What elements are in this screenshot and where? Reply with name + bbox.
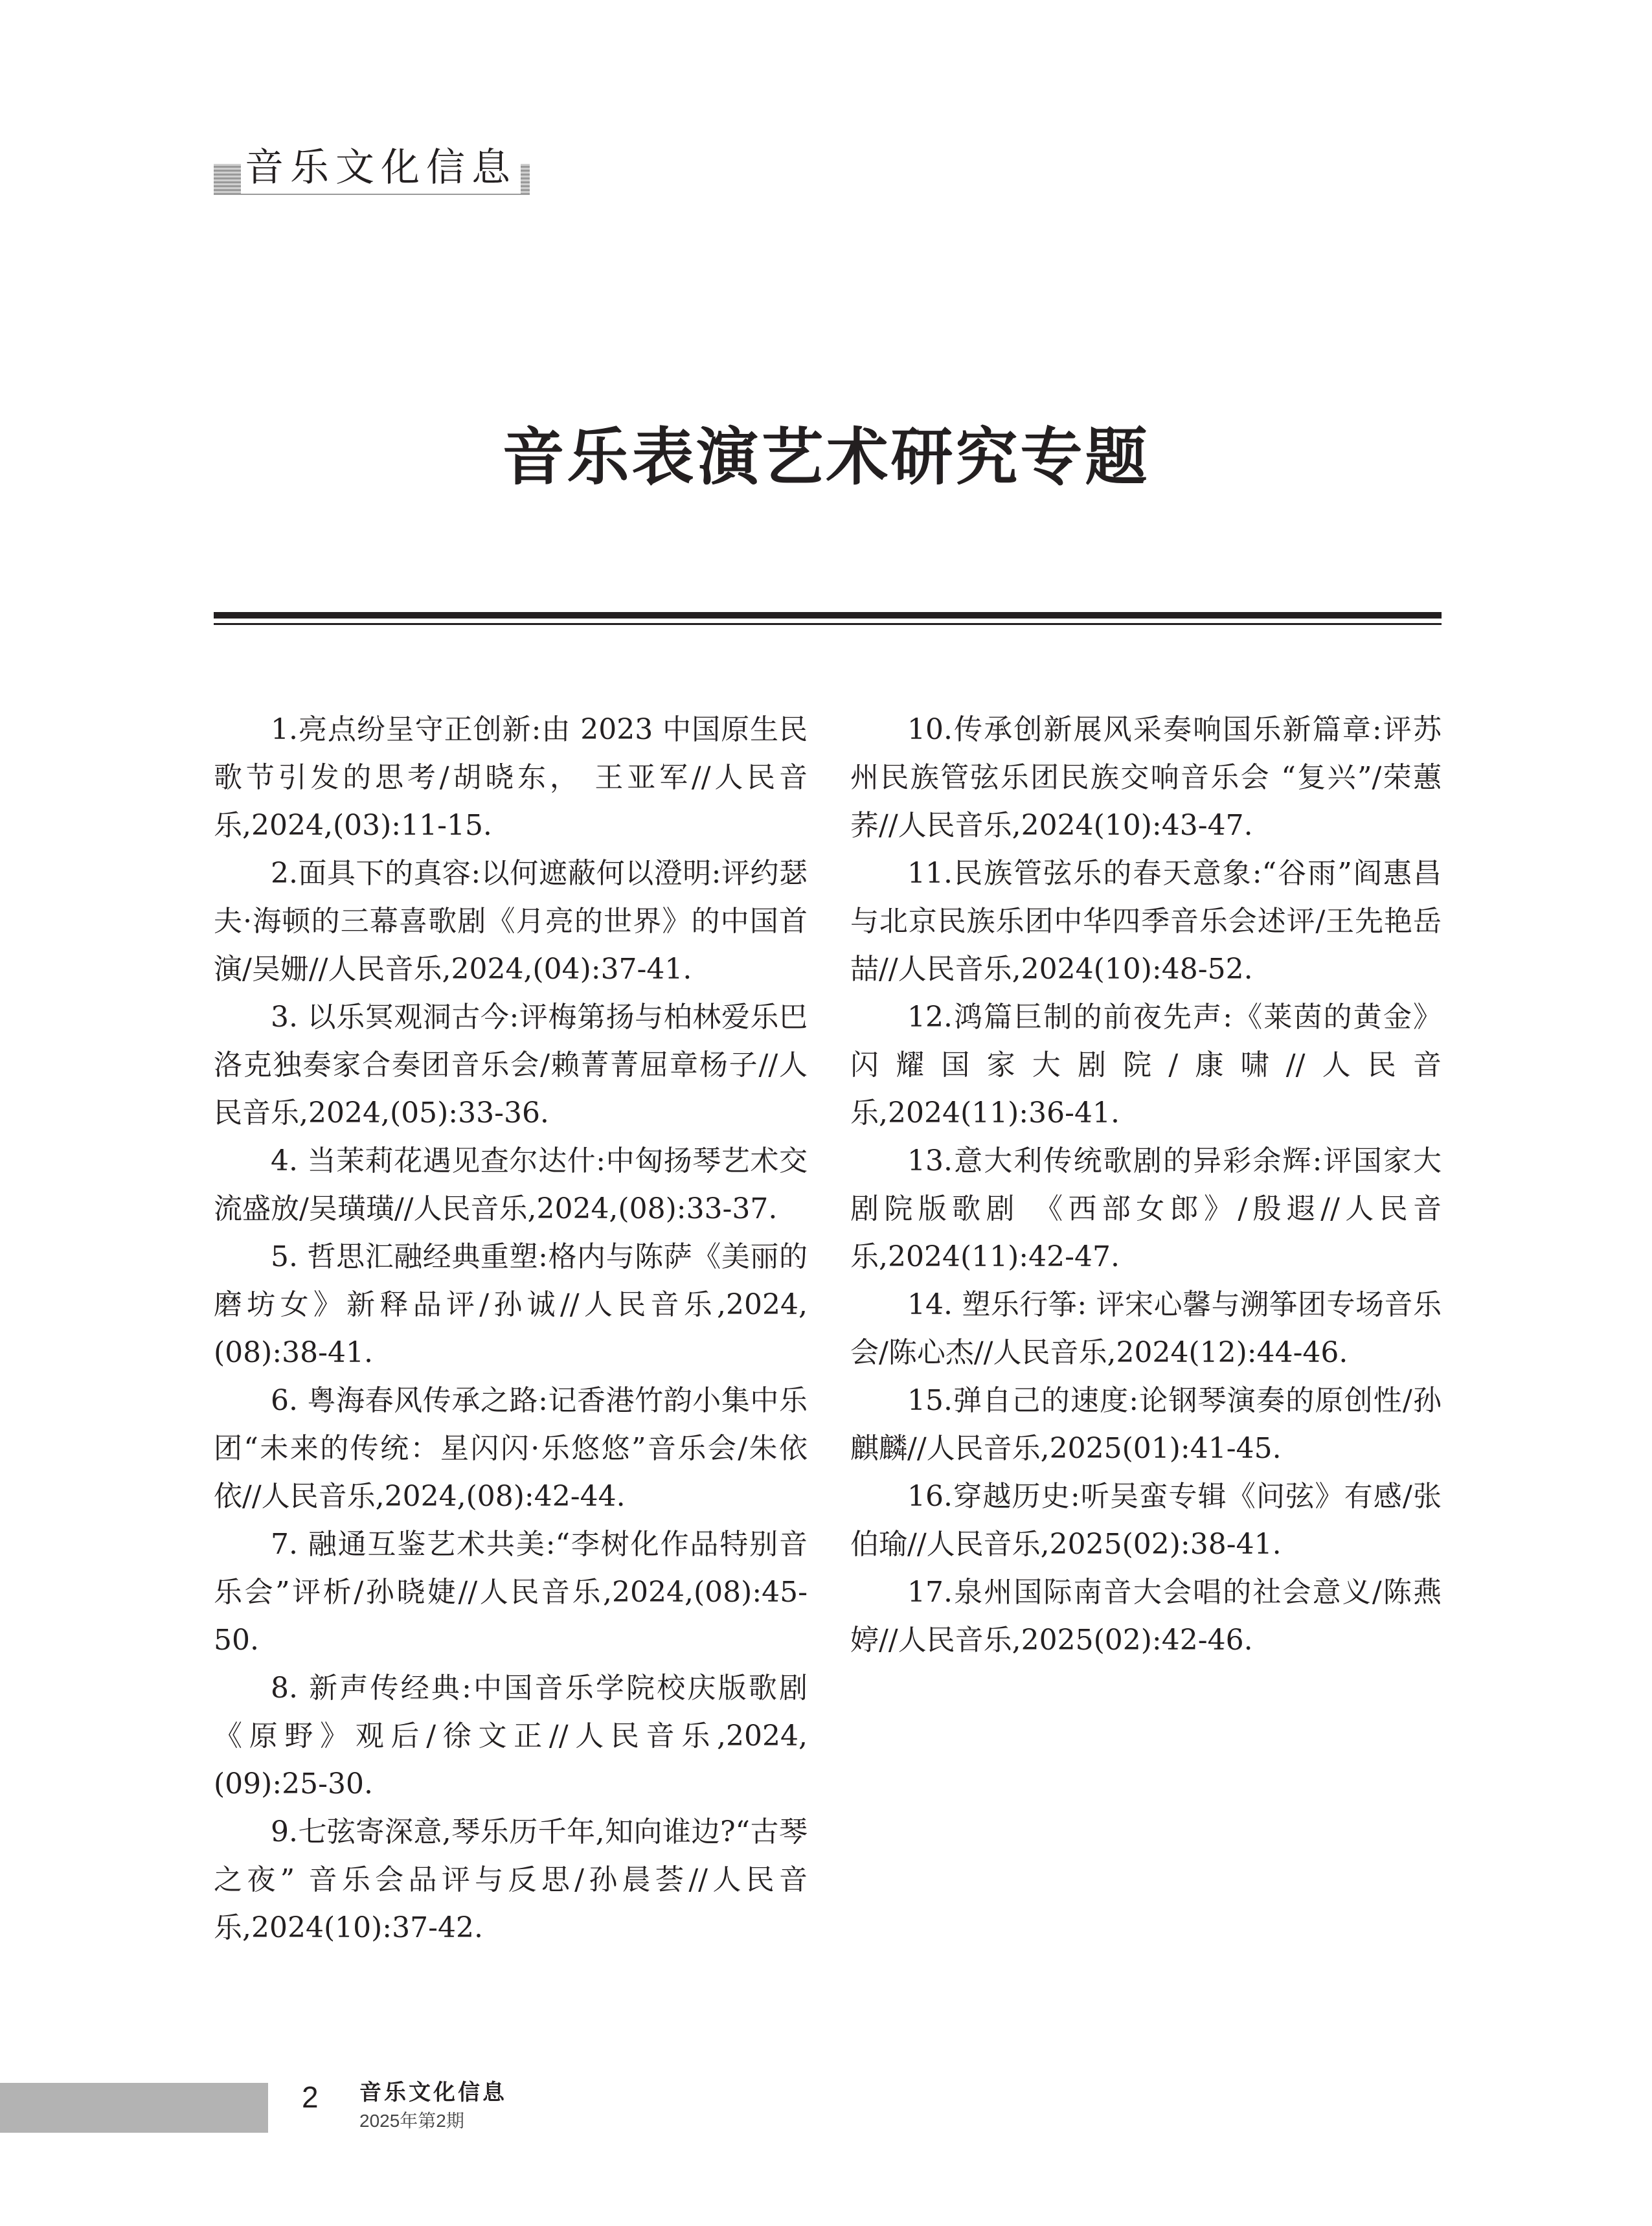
section-name: 音乐文化信息 xyxy=(241,142,521,194)
reference-item: 1.亮点纷呈守正创新:由 2023 中国原生民歌节引发的思考/胡晓东， 王亚军//人民音乐,2024,(03):11-15. xyxy=(214,713,808,842)
reference-item: 4. 当茉莉花遇见查尔达什:中匈扬琴艺术交流盛放/吴璜璜//人民音乐,2024,(08):33-37. xyxy=(214,1144,808,1225)
title-rule-thin xyxy=(214,623,1442,625)
reference-item: 6. 粤海春风传承之路:记香港竹韵小集中乐团“未来的传统：星闪闪·乐悠悠”音乐会/朱依依//人民音乐,2024,(08):42-44. xyxy=(214,1384,808,1513)
reference-item: 13.意大利传统歌剧的异彩余辉:评国家大剧院版歌剧 《西部女郎》/殷遐//人民音乐,2024(11):42-47. xyxy=(850,1144,1442,1273)
reference-item: 9.七弦寄深意,琴乐历千年,知向谁边?“古琴之夜” 音乐会品评与反思/孙晨荟//人民音乐,2024(10):37-42. xyxy=(214,1815,808,1944)
reference-item: 17.泉州国际南音大会唱的社会意义/陈燕婷//人民音乐,2025(02):42-46. xyxy=(850,1576,1442,1657)
reference-item: 2.面具下的真容:以何遮蔽何以澄明:评约瑟夫·海顿的三幕喜歌剧《月亮的世界》的中国首演/吴姗//人民音乐,2024,(04):37-41. xyxy=(214,857,808,986)
journal-name: 音乐文化信息 xyxy=(359,2080,507,2106)
reference-item: 10.传承创新展风采奏响国乐新篇章:评苏州民族管弦乐团民族交响音乐会 “复兴”/荣蕙荞//人民音乐,2024(10):43-47. xyxy=(850,713,1442,842)
section-header xyxy=(214,145,530,195)
reference-item: 16.穿越历史:听吴蛮专辑《问弦》有感/张伯瑜//人民音乐,2025(02):38-41. xyxy=(850,1480,1442,1561)
reference-item: 15.弹自己的速度:论钢琴演奏的原创性/孙麒麟//人民音乐,2025(01):41-45. xyxy=(850,1384,1442,1465)
page-number: 2 xyxy=(302,2080,319,2114)
page-title: 音乐表演艺术研究专题 xyxy=(502,420,1150,494)
reference-item: 14. 塑乐行筝: 评宋心馨与溯筝团专场音乐会/陈心杰//人民音乐,2024(12):44-46. xyxy=(850,1288,1442,1369)
reference-item: 8. 新声传经典:中国音乐学院校庆版歌剧《原野》观后/徐文正//人民音乐,2024,(09):25-30. xyxy=(214,1672,808,1800)
reference-item: 3. 以乐冥观洞古今:评梅第扬与柏林爱乐巴洛克独奏家合奏团音乐会/赖菁菁屈章杨子//人民音乐,2024,(05):33-36. xyxy=(214,1001,808,1130)
title-rule-thick xyxy=(214,612,1442,619)
right-column xyxy=(850,706,1442,1664)
footer-bar xyxy=(0,2083,268,2133)
reference-item: 7. 融通互鉴艺术共美:“李树化作品特别音乐会”评析/孙晓婕//人民音乐,2024,(08):45-50. xyxy=(214,1528,808,1657)
issue-label: 2025年第2期 xyxy=(359,2111,464,2131)
reference-item: 11.民族管弦乐的春天意象:“谷雨”阎惠昌与北京民族乐团中华四季音乐会述评/王先艳岳喆//人民音乐,2024(10):48-52. xyxy=(850,857,1442,986)
reference-item: 12.鸿篇巨制的前夜先声:《莱茵的黄金》闪耀国家大剧院/康啸//人民音乐,2024(11):36-41. xyxy=(850,1001,1442,1130)
reference-item: 5. 哲思汇融经典重塑:格内与陈萨《美丽的磨坊女》新释品评/孙诚//人民音乐,2024,(08):38-41. xyxy=(214,1240,808,1369)
left-column xyxy=(214,706,808,1952)
